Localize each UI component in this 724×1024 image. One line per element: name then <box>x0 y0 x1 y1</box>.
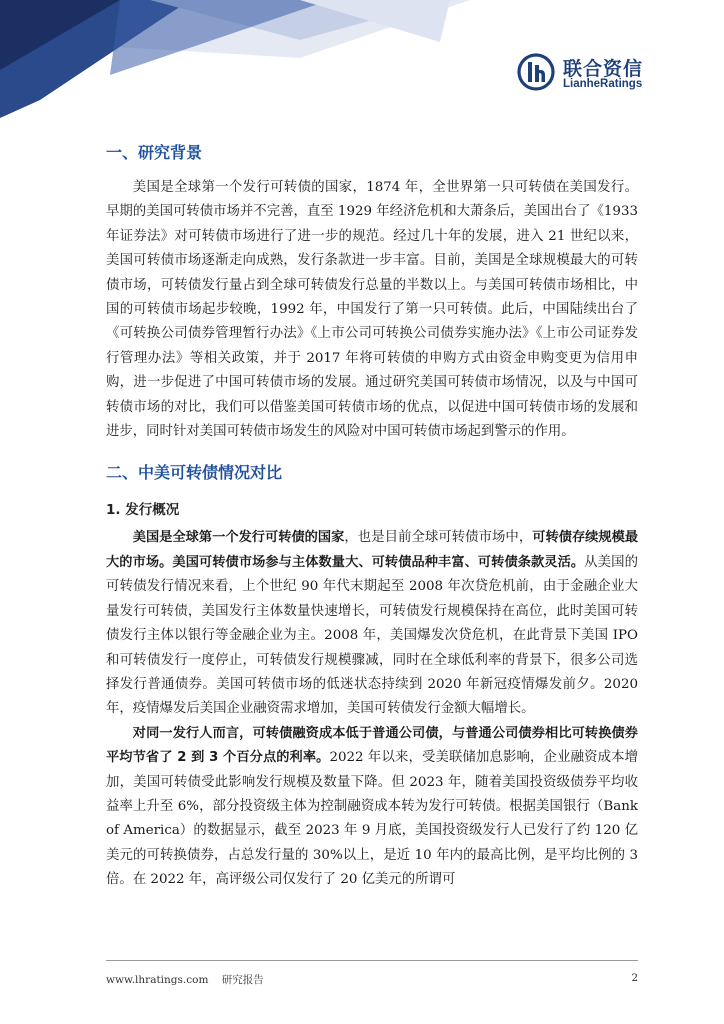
document-body <box>106 140 638 893</box>
logo-chinese-name: 联合资信 <box>563 58 644 80</box>
paragraph-2-body: 2022 年以来，受美联储加息影响，企业融资成本增加，美国可转债受此影响发行规模及数量下降。但 2023 年，随着美国投资级债券平均收益率上升至 6%，部分投资级主体为控制融资成本转为发行可转债。根据美国银行（Bank of America）的数据显示，截至 2023 年 9 月底，美国投资级发行人已发行了约 120 亿美元的可转换债券，占总发行量的 30%以上，是近 10 年内的最高比例，是平均比例的 3 倍。在 2022 年，高评级公司仅发行了 20 亿美元的所谓可 <box>106 750 638 888</box>
footer-divider <box>106 960 638 961</box>
lianhe-logo <box>516 52 716 96</box>
page-number: 2 <box>631 972 638 984</box>
page-footer <box>106 972 638 987</box>
paragraph-1-body: 从美国的可转债发行情况来看，上个世纪 90 年代末期起至 2008 年次贷危机前，由于金融企业大量发行可转债，美国发行主体数量快速增长，可转债发行规模保持在高位，此时美国可转债发行主体以银行等金融企业为主。2008 年，美国爆发次贷危机，在此背景下美国 IPO 和可转债发行一度停止，可转债发行规模骤减，同时在全球低利率的背景下，很多公司选择发行普通债券。美国可转债市场的低迷状态持续到 2020 年新冠疫情爆发前夕。2020 年，疫情爆发后美国企业融资需求增加，美国可转债发行金额大幅增长。 <box>106 554 639 717</box>
bold-lead-1: 美国是全球第一个发行可转债的国家 <box>132 530 345 546</box>
logo-english-name: LianheRatings <box>563 78 643 90</box>
section-heading-background: 一、研究背景 <box>106 143 203 162</box>
lianhe-logo-icon <box>516 52 556 92</box>
subsection-heading-issuance: 1. 发行概况 <box>106 502 180 519</box>
footer-url[interactable]: www.lhratings.com <box>106 974 209 986</box>
paragraph-1-mid: ，也是目前全球可转债市场中， <box>344 530 533 546</box>
background-paragraph: 美国是全球第一个发行可转债的国家，1874 年，全世界第一只可转债在美国发行。早期的美国可转债市场并不完善，直至 1929 年经济危机和大萧条后，美国出台了《1933 年证券法》对可转债市场进行了进一步的规范。经过几十年的发展，进入 21 世纪以来，美国可转债市场逐渐走向成熟，发行条款进一步丰富。目前，美国是全球规模最大的可转债市场，可转债发行量占到全球可转债发行总量的半数以上。与美国可转债市场相比，中国的可转债市场起步较晚，1992 年，中国发行了第一只可转债。此后，中国陆续出台了《可转换公司债券管理暂行办法》《上市公司可转换公司债券实施办法》《上市公司证券发行管理办法》等相关政策，并于 2017 年将可转债的申购方式由资金申购变更为信用申购，进一步促进了中国可转债市场的发展。通过研究美国可转债市场情况，以及与中国可转债市场的对比，我们可以借鉴美国可转债市场的优点，以促进中国可转债市场的发展和进步，同时针对美国可转债市场发生的风险对中国可转债市场起到警示的作用。 <box>106 180 638 440</box>
issuance-paragraph-1 <box>106 526 638 721</box>
footer-report-label: 研究报告 <box>221 974 264 986</box>
issuance-paragraph-2 <box>106 722 638 893</box>
bold-lead-1b: 可转债存续规模最大的市场。美国可转债市场参与主体数量大、可转债品种丰富、可转债条款灵活。 <box>106 530 639 570</box>
bold-lead-2: 对同一发行人而言，可转债融资成本低于普通公司债，与普通公司债券相比可转换债券平均节省了 2 到 3 个百分点的利率。 <box>106 725 638 766</box>
section-heading-comparison: 二、中美可转债情况对比 <box>106 463 283 483</box>
